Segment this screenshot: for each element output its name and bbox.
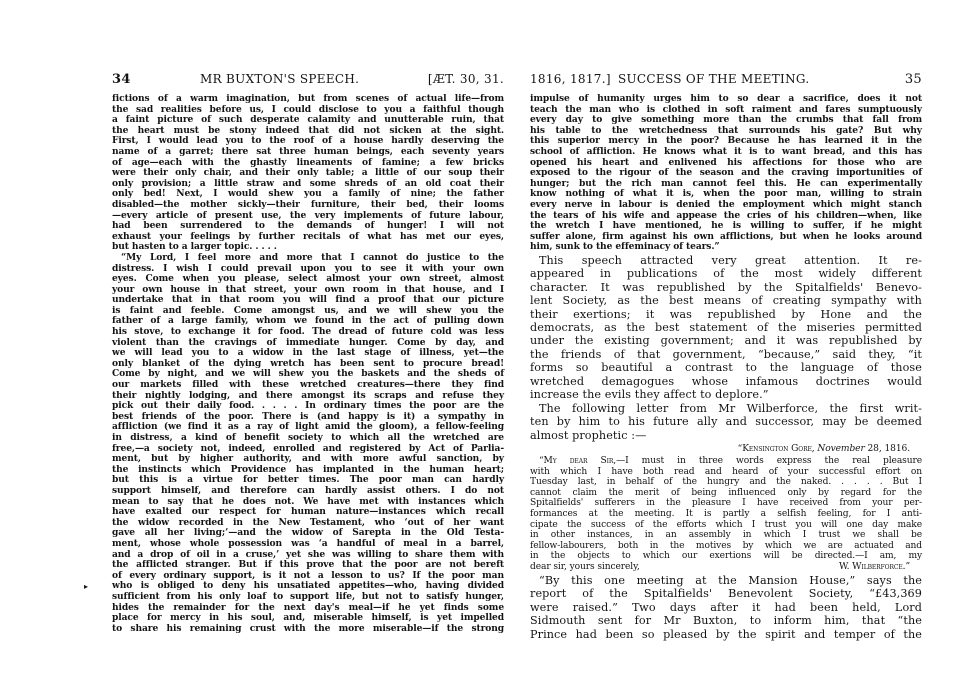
text-line: your own house in that street, your own room in that house, and I xyxy=(112,283,504,295)
text-line: gave all her living;’—and the widow of Sarepta in the Old Testa- xyxy=(112,527,504,539)
text-line: undertake that in that room you will find a proof that our picture xyxy=(112,294,504,306)
text-line: were their only chair, and their only table; a little of our soup their xyxy=(112,167,504,179)
text-line: support himself, and therefore can hardly assist others. I do not xyxy=(112,484,504,496)
text-line: mean to say that he does not. We have met with instances which xyxy=(112,495,504,507)
letter-line: Spitalfields' sufferers in the pleasure I have received from your per- xyxy=(530,498,922,509)
text-line: hunger; but the rich man cannot feel this. He can experimentally xyxy=(530,177,922,189)
dateline-place: “Kensington Gore, xyxy=(737,444,815,454)
text-line: ment, whose whole possession was ‘a handful of meal in a barrel, xyxy=(112,537,504,549)
text-line: the sad realities before us, I could disclose to you a faithful though xyxy=(112,103,504,115)
text-line: but hasten to a larger topic. . . . . xyxy=(112,241,277,253)
text-line: the afflicted stranger. But if this prove that the poor are not bereft xyxy=(112,559,504,571)
text-line: violent than the cravings of immediate hunger. Come by day, and xyxy=(112,336,504,348)
paragraph-speech-attention xyxy=(530,254,922,401)
letter-line: —I must in three words express the real pleasure xyxy=(616,456,922,466)
text-line: every day to give something more than the crumbs that fall from xyxy=(530,114,922,126)
page-number: 34 xyxy=(112,72,131,87)
text-line: only blanket of the dying wretch has been sent to procure bread! xyxy=(112,357,504,369)
letter-first-line xyxy=(530,456,922,467)
letter-line: cipate the success of the efforts which I trust you will one day make xyxy=(530,519,922,530)
text-line: and a drop of oil in a cruse,’ yet she was willing to share them with xyxy=(112,548,504,560)
speech-quote-continuation xyxy=(530,94,922,253)
letter-closing-block xyxy=(530,562,922,573)
text-line: only bed! Next, I would shew you a family of nine; the father xyxy=(112,188,504,200)
text-line: affliction (we find it as a ray of light amid the gloom), a fellow-feeling xyxy=(112,421,504,433)
text-line: This speech attracted very great attention. It re- xyxy=(539,254,922,267)
text-line: distress. I wish I could prevail upon you to see it with your own xyxy=(112,262,504,274)
letter-signature: W. Wilberforce.” xyxy=(838,562,910,572)
text-line: a faint picture of such desperate calamity and unutterable ruin, that xyxy=(112,114,504,126)
dateline-day-year: 28, 1816. xyxy=(867,444,910,454)
right-page-header xyxy=(530,72,922,88)
text-line: suffer alone, firm against his own afflictions, but when he looks around xyxy=(530,230,922,242)
margin-mark: ▸ xyxy=(84,582,89,591)
letter-closing: dear sir, yours sincerely, xyxy=(530,562,640,572)
text-line: pick out their daily food. . . . . In ordinary times the poor are the xyxy=(112,400,504,412)
text-line: were raised.” Two days after it had been held, Lord xyxy=(530,600,922,614)
paragraph-wilberforce-letter-intro xyxy=(530,402,922,442)
left-page-body xyxy=(112,94,504,634)
text-line: the tears of his wife and appease the cries of his children—when, like xyxy=(530,209,922,221)
text-line: exposed to the rigour of the season and the craving importunities of xyxy=(530,167,922,179)
text-line: almost prophetic :— xyxy=(530,428,647,442)
text-line: ment, but by higher authority, and with more awful sanction, by xyxy=(112,453,504,465)
text-line: ten by him to his future ally and successor, may be deemed xyxy=(530,415,922,429)
text-line: had been surrendered to the demands of hunger! I will not xyxy=(112,220,504,232)
letter-line: with which I have both read and heard of your successful effort on xyxy=(530,466,922,477)
text-line: name of a garret; there sat three human beings, each seventy years xyxy=(112,145,504,157)
letter-line: in other instances, in an assembly in which I trust we shall be xyxy=(530,530,922,541)
text-line: their exertions; it was republished by Hone and the xyxy=(530,307,922,321)
letter-line: cannot claim the merit of being influenced only by regard for the xyxy=(530,487,922,498)
text-line: the widow recorded in the New Testament, who ‘out of her want xyxy=(112,516,504,528)
text-line: of every ordinary support, is it not a lesson to us? If the poor man xyxy=(112,569,504,581)
text-line: of age—each with the ghastly lineaments of famine; a few bricks xyxy=(112,156,504,168)
text-line: to share his remaining crust with the more miserable—if the strong xyxy=(112,622,504,634)
text-line: free,—a society not, indeed, enrolled and registered by Act of Parlia- xyxy=(112,442,504,454)
text-line: opened his heart and enlivened his affections for those who are xyxy=(530,156,922,168)
dateline-month: November xyxy=(817,444,865,454)
text-line: him, sunk to the effeminacy of tears.” xyxy=(530,241,720,253)
text-line: exhaust your feelings by further recitals of what has met our eyes, xyxy=(112,230,504,242)
text-line: lent Society, as the best means of creating sympathy with xyxy=(530,294,922,308)
text-line: but this is a virtue for better times. The poor man can hardly xyxy=(112,474,504,486)
text-line: the heart must be stony indeed that did not sicken at the sight. xyxy=(112,124,504,136)
text-line: every nerve in labour is denied the employment which might stanch xyxy=(530,198,922,210)
left-page-header xyxy=(112,72,504,88)
text-line: report of the Spitalfields' Benevolent Society, “£43,369 xyxy=(530,587,922,601)
text-line: their nightly lodging, and there amongst its scraps and refuse they xyxy=(112,389,504,401)
text-line: The following letter from Mr Wilberforce, the first writ- xyxy=(539,402,922,415)
text-line: Sidmouth sent for Mr Buxton, to inform him, that “the xyxy=(530,614,922,628)
text-line: hides the remainder for the next day's meal—if he yet finds some xyxy=(112,601,504,613)
text-line: is faint and feeble. Come amongst us, and we will shew you the xyxy=(112,304,504,316)
text-line: eyes. Come when you please, select almost your own street, almost xyxy=(112,273,504,285)
text-line: Prince had been so pleased by the spirit and temper of the xyxy=(530,627,922,641)
text-line: sufficient from his only loaf to support life, but not to satisfy hunger, xyxy=(112,590,504,602)
text-line: best friends of the poor. There is (and happy is it) a sympathy in xyxy=(112,410,504,422)
text-line: fictions of a warm imagination, but from scenes of actual life—from xyxy=(112,93,504,104)
text-line: in distress, a kind of benefit society to which all the wretched are xyxy=(112,432,504,443)
text-line: First, I would lead you to the roof of a house hardly deserving the xyxy=(112,135,504,147)
text-line: have exalted our respect for human nature—instances which recall xyxy=(112,506,504,518)
letter-line: in the objects to which our exertions will be directed.—I am, my xyxy=(530,551,922,562)
text-line: our markets filled with these wretched creatures—there they find xyxy=(112,379,504,391)
running-title: SUCCESS OF THE MEETING. xyxy=(618,72,810,86)
text-line: the instincts which Providence has implanted in the human heart; xyxy=(112,463,504,475)
text-line: increase the evils they affect to deplore.” xyxy=(530,387,769,401)
text-line: —every article of present use, the very implements of future labour, xyxy=(112,209,504,221)
text-line: “By this one meeting at the Mansion House,” says the xyxy=(539,574,922,587)
text-line: place for mercy in his soul, and, miserable himself, is yet impelled xyxy=(112,612,504,624)
letter-dateline xyxy=(530,444,922,455)
text-line: appeared in publications of the most widely different xyxy=(530,267,922,281)
text-line: Come by night, and we will shew you the baskets and the sheds of xyxy=(112,368,504,380)
text-line: forms so beautiful a contrast to the language of those xyxy=(530,361,922,375)
text-line: we will lead you to a widow in the last stage of illness, yet—the xyxy=(112,347,504,359)
text-line: this superior mercy in the poor? Because he has learned it in the xyxy=(530,135,922,147)
text-line: “My Lord, I feel more and more that I cannot do justice to the xyxy=(121,251,504,263)
paragraph-mansion-house xyxy=(530,574,922,641)
letter-line: formances at the meeting. It is partly a selfish feeling, for I anti- xyxy=(530,508,922,519)
page-number: 35 xyxy=(904,72,922,87)
text-line: who is obliged to deny his unsatiated appetites—who, having divided xyxy=(112,580,504,592)
text-line: wretched demagogues whose infamous doctrines would xyxy=(530,374,922,388)
text-line: school of affliction. He knows what it is to want bread, and this has xyxy=(530,145,922,157)
text-line: character. It was republished by the Spitalfields' Benevo- xyxy=(530,280,922,294)
text-line: teach the man who is clothed in soft raiment and fares sumptuously xyxy=(530,103,922,115)
running-title: MR BUXTON'S SPEECH. xyxy=(200,72,360,86)
text-line: only provision; a little straw and some shreds of an old coat their xyxy=(112,177,504,189)
text-line: democrats, as the best statement of the miseries permitted xyxy=(530,320,922,334)
text-line: his table to the wretchedness that surrounds his gate? But why xyxy=(530,124,922,136)
text-line: the wretch I have mentioned, he is willing to suffer, if he might xyxy=(530,220,922,232)
letter-salutation: “My dear Sir, xyxy=(539,456,617,466)
year-label: 1816, 1817.] xyxy=(530,72,611,86)
letter-line: fellow-labourers, both in the motives by which we are actuated and xyxy=(530,540,922,551)
wilberforce-letter xyxy=(530,456,922,562)
text-line: his stove, to exchange it for food. The dread of future cold was less xyxy=(112,326,504,338)
year-label: [ÆT. 30, 31. xyxy=(427,72,504,86)
text-line: impulse of humanity urges him to so dear a sacrifice, does it not xyxy=(530,93,922,104)
text-line: father of a large family, whom we found in the act of pulling down xyxy=(112,315,504,327)
letter-line: Tuesday last, in behalf of the hungry and the naked. . . . . But I xyxy=(530,477,922,488)
text-line: the friends of that government, “because,” said they, “it xyxy=(530,347,922,361)
text-line: disabled—the mother sickly—their furniture, their bed, their looms xyxy=(112,198,504,210)
text-line: under the existing government; and it was republished by xyxy=(530,334,922,348)
text-line: know nothing of what it is, when the poor man, willing to strain xyxy=(530,188,922,200)
